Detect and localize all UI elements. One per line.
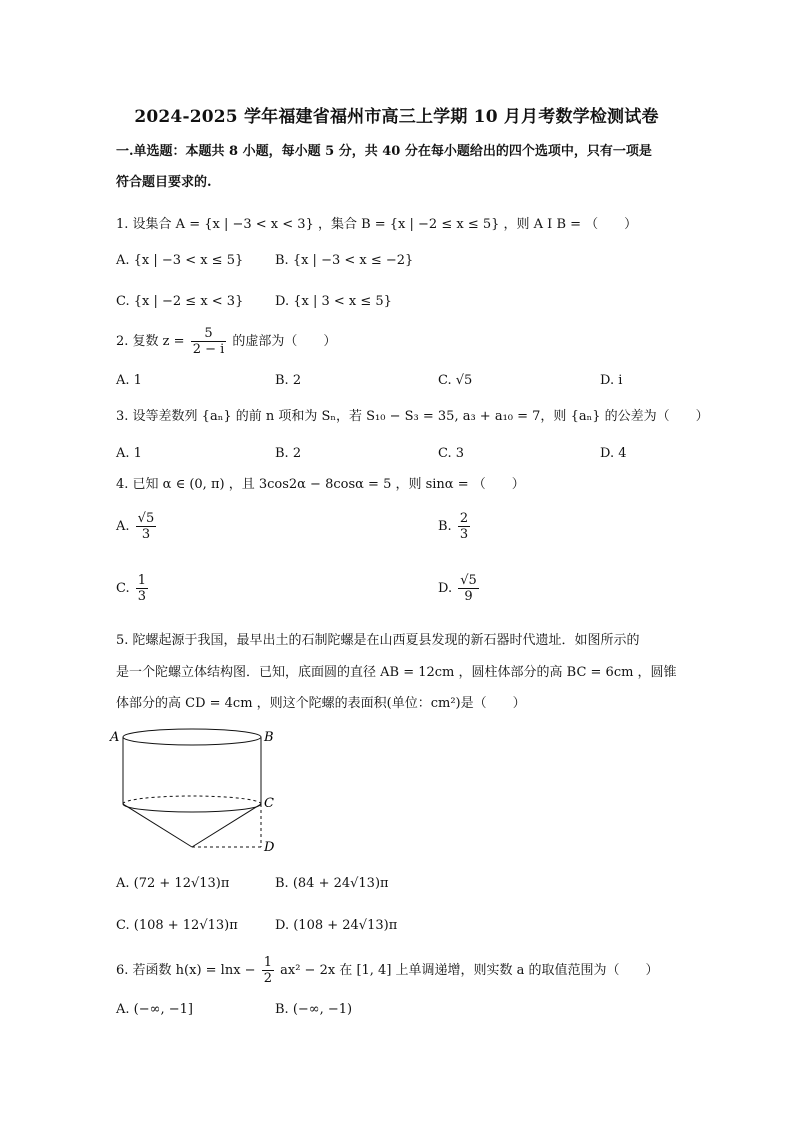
- q2-option-c: C. √5: [438, 373, 473, 388]
- exam-title: 2024-2025 学年福建省福州市高三上学期 10 月月考数学检测试卷: [134, 107, 659, 127]
- q6-fraction-denominator: 2: [263, 971, 272, 986]
- q4-option-b-label: B.: [438, 519, 452, 534]
- q2-stem: [116, 326, 336, 357]
- q3-option-b: B. 2: [275, 446, 302, 461]
- q6-option-b: B. (−∞, −1): [275, 1002, 353, 1017]
- section-instruction-line2: 符合题目要求的.: [116, 175, 212, 190]
- q6-option-a: A. (−∞, −1]: [116, 1002, 193, 1017]
- q2-prefix: 2. 复数 z =: [116, 334, 185, 349]
- q4-option-d-denominator: 9: [464, 589, 473, 604]
- label-B: B: [264, 730, 274, 745]
- q2-option-d: D. i: [600, 373, 623, 388]
- q4-option-a-denominator: 3: [141, 527, 151, 542]
- q4-option-d-fraction: [458, 573, 479, 604]
- q5-option-c: C. (108 + 12√13)π: [116, 918, 238, 933]
- q5-line2: 是一个陀螺立体结构图．已知，底面圆的直径 AB = 12cm ，圆柱体部分的高 BC = 6cm ，圆锥: [116, 665, 677, 680]
- q4-option-a-numerator: √5: [137, 511, 155, 526]
- q4-option-d-numerator: √5: [460, 573, 477, 588]
- q2-option-a: A. 1: [116, 373, 142, 388]
- q4-option-b: [438, 511, 472, 542]
- q5-option-b: B. (84 + 24√13)π: [275, 876, 389, 891]
- q4-option-c-fraction: [136, 573, 148, 604]
- q4-option-d-label: D.: [438, 581, 453, 596]
- q4-option-c-numerator: 1: [137, 573, 147, 588]
- spinning-top-figure: [108, 725, 278, 855]
- q4-option-c: [116, 573, 150, 604]
- q4-stem: 4. 已知 α ∈ (0, π) ，且 3cos2α − 8cosα = 5 ，则 sinα = （ ）: [116, 477, 525, 492]
- q4-option-a-label: A.: [116, 519, 130, 534]
- q3-option-a: A. 1: [116, 446, 142, 461]
- q6-suffix: ax² − 2x 在 [1, 4] 上单调递增，则实数 a 的取值范围为（ ）: [280, 963, 659, 978]
- q4-option-a: [116, 511, 158, 542]
- top-ellipse: [123, 729, 261, 745]
- q5-option-d: D. (108 + 24√13)π: [275, 918, 398, 933]
- q5-line3: 体部分的高 CD = 4cm ，则这个陀螺的表面积(单位：cm²)是（ ）: [116, 696, 526, 711]
- q1-option-a: A. {x | −3 < x ≤ 5}: [116, 253, 244, 268]
- q1-option-b: B. {x | −3 < x ≤ −2}: [275, 253, 414, 268]
- q2-option-b: B. 2: [275, 373, 302, 388]
- bottom-ellipse-back: [123, 796, 261, 804]
- q4-option-b-denominator: 3: [459, 527, 469, 542]
- q4-option-c-denominator: 3: [137, 589, 147, 604]
- label-C: C: [264, 796, 274, 811]
- q5-line1: 5. 陀螺起源于我国，最早出土的石制陀螺是在山西夏县发现的新石器时代遗址．如图所示的: [116, 633, 640, 648]
- q6-fraction-numerator: 1: [263, 955, 272, 970]
- q2-fraction-denominator: 2 − i: [192, 342, 225, 357]
- q2-fraction-numerator: 5: [191, 326, 227, 342]
- q3-stem: 3. 设等差数列 {aₙ} 的前 n 项和为 Sₙ，若 S₁₀ − S₃ = 35, a₃ + a₁₀ = 7，则 {aₙ} 的公差为（ ）: [116, 409, 709, 424]
- bottom-ellipse-front: [123, 804, 261, 812]
- q1-option-d: D. {x | 3 < x ≤ 5}: [275, 294, 392, 309]
- label-D: D: [264, 840, 275, 855]
- q2-suffix: 的虚部为（ ）: [232, 334, 337, 349]
- q6-stem: [116, 955, 659, 986]
- q6-prefix: 6. 若函数 h(x) = lnx −: [116, 963, 256, 978]
- q3-option-d: D. 4: [600, 446, 627, 461]
- q2-fraction: [191, 326, 227, 357]
- q6-fraction: [262, 955, 274, 986]
- q5-option-a: A. (72 + 12√13)π: [116, 876, 230, 891]
- q4-option-c-label: C.: [116, 581, 130, 596]
- q1-option-c: C. {x | −2 ≤ x < 3}: [116, 294, 244, 309]
- label-A: A: [110, 730, 120, 745]
- q4-option-b-fraction: [458, 511, 470, 542]
- q4-option-a-fraction: [136, 511, 157, 542]
- q4-option-d: [438, 573, 481, 604]
- q3-option-c: C. 3: [438, 446, 465, 461]
- q1-stem: 1. 设集合 A = {x | −3 < x < 3} ，集合 B = {x | −2 ≤ x ≤ 5} ，则 A I B = （ ）: [116, 217, 638, 232]
- section-instruction-line1: 一.单选题：本题共 8 小题，每小题 5 分，共 40 分在每小题给出的四个选项中，只有一项是: [116, 144, 652, 159]
- q4-option-b-numerator: 2: [459, 511, 469, 526]
